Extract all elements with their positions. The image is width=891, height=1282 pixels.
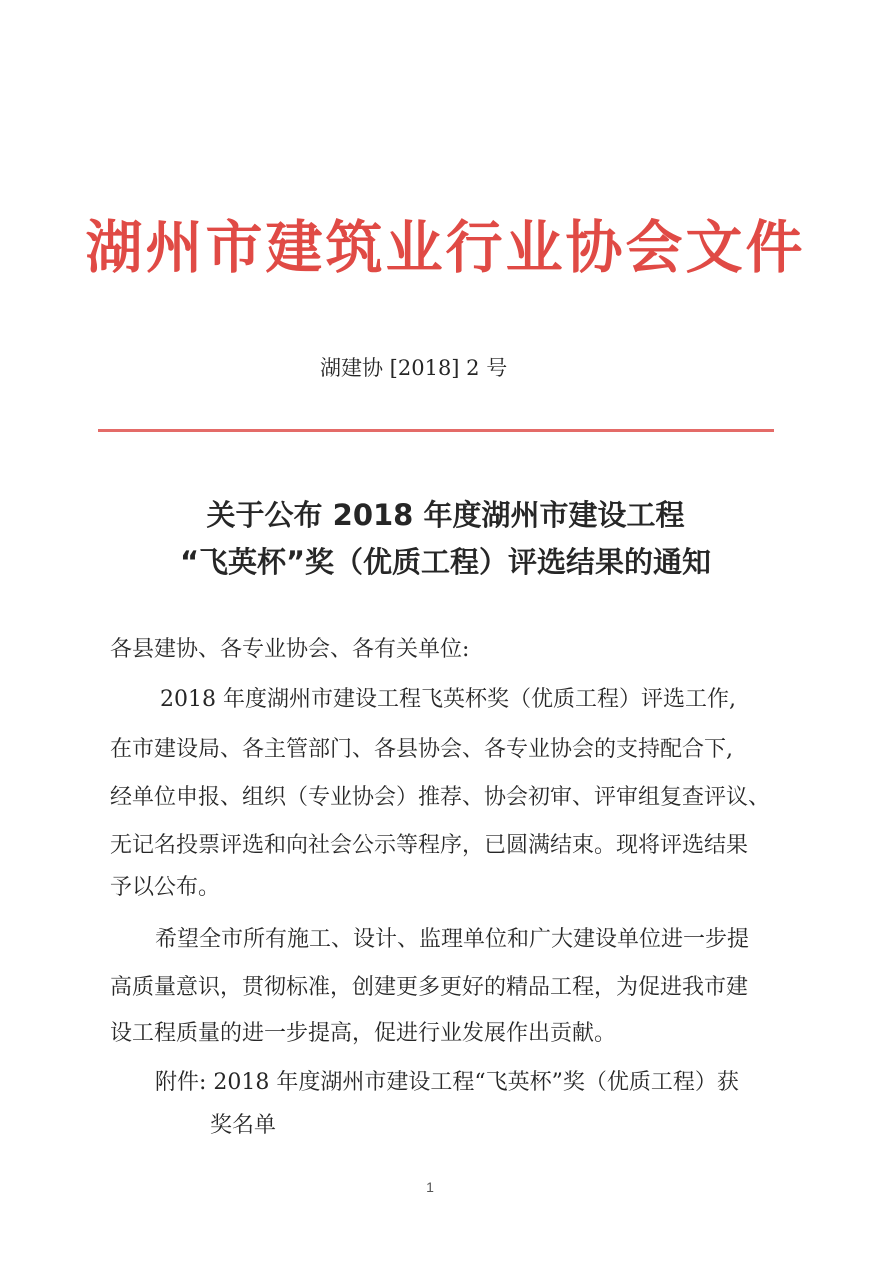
paragraph-1-line: 在市建设局、各主管部门、各县协会、各专业协会的支持配合下,	[110, 737, 733, 762]
masthead-title: 湖州市建筑业行业协会文件	[85, 215, 806, 281]
attachment-line: 附件: 2018 年度湖州市建设工程“飞英杯”奖（优质工程）获	[155, 1070, 739, 1095]
paragraph-2-line: 设工程质量的进一步提高，促进行业发展作出贡献。	[110, 1021, 617, 1046]
paragraph-2-line: 希望全市所有施工、设计、监理单位和广大建设单位进一步提	[155, 927, 750, 952]
notice-title-line-1: 关于公布 2018 年度湖州市建设工程	[206, 498, 685, 532]
red-divider-rule	[98, 429, 774, 432]
document-number: 湖建协 [2018] 2 号	[320, 356, 508, 380]
paragraph-1-line: 无记名投票评选和向社会公示等程序，已圆满结束。现将评选结果	[110, 833, 749, 858]
notice-title-line-2: “飞英杯”奖（优质工程）评选结果的通知	[179, 545, 712, 579]
paragraph-1-line: 予以公布。	[110, 875, 221, 900]
paragraph-1-line: 经单位申报、组织（专业协会）推荐、协会初审、评审组复查评议、	[110, 785, 771, 810]
paragraph-1-line: 2018 年度湖州市建设工程飞英杯奖（优质工程）评选工作,	[160, 687, 736, 712]
paragraph-2-line: 高质量意识，贯彻标准，创建更多更好的精品工程，为促进我市建	[110, 975, 749, 1000]
salutation: 各县建协、各专业协会、各有关单位:	[110, 637, 470, 662]
attachment-line: 奖名单	[210, 1113, 277, 1138]
page-number: 1	[426, 1179, 434, 1195]
